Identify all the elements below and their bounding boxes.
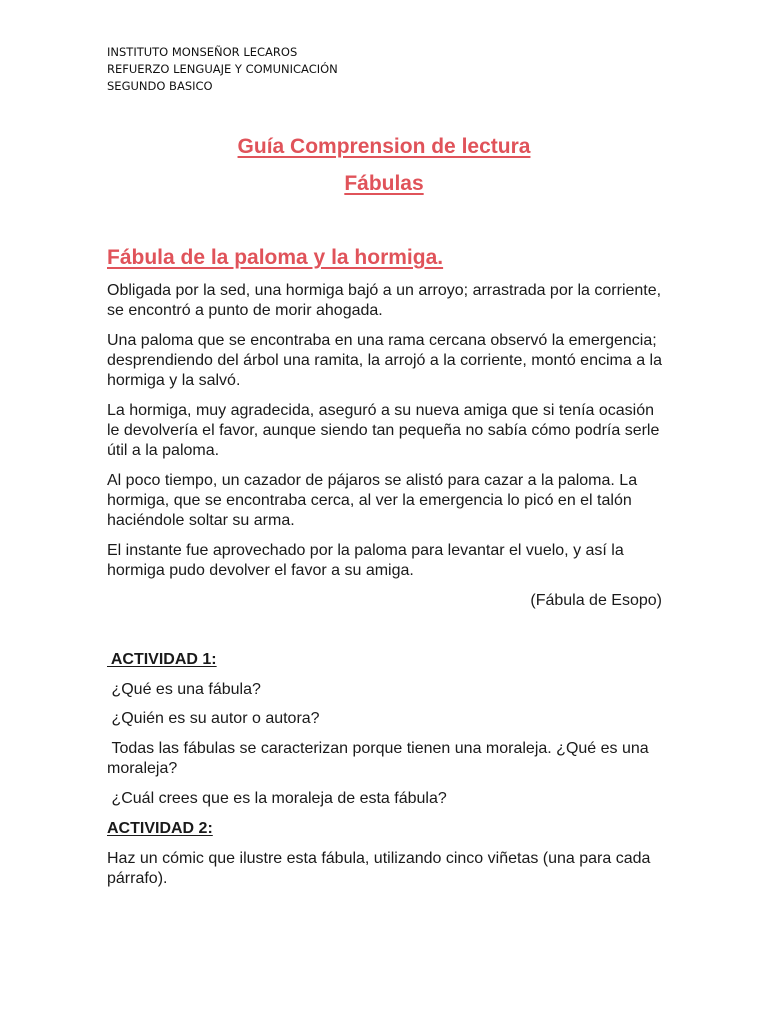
course-name: REFUERZO LENGUAJE Y COMUNICACIÓN [107, 62, 338, 76]
document-subtitle: Fábulas [344, 172, 424, 195]
school-header [107, 44, 338, 95]
activity-2-heading: ACTIVIDAD 2: [107, 820, 213, 837]
document-title: Guía Comprension de lectura [237, 135, 531, 158]
activity-1-question-4: ¿Cuál crees que es la moraleja de esta fábula? [107, 790, 447, 807]
school-name: INSTITUTO MONSEÑOR LECAROS [107, 45, 298, 59]
fable-paragraph-2: Una paloma que se encontraba en una rama cercana observó la emergencia; desprendiendo del árbol una ramita, la arrojó a la corriente, montó encima a la hormiga y la salvó. [107, 332, 662, 389]
fable-paragraph-1: Obligada por la sed, una hormiga bajó a un arroyo; arrastrada por la corriente, se encontró a punto de morir ahogada. [107, 282, 662, 319]
fable-paragraph-3: La hormiga, muy agradecida, aseguró a su nueva amiga que si tenía ocasión le devolvería el favor, aunque siendo tan pequeña no sabía cómo podría serle útil a la paloma. [107, 402, 660, 459]
fable-source: (Fábula de Esopo) [530, 592, 662, 609]
activity-1-heading: ACTIVIDAD 1: [107, 651, 217, 668]
activity-1-question-3: Todas las fábulas se caracterizan porque tienen una moraleja. ¿Qué es una moraleja? [107, 740, 654, 777]
activity-1-question-2: ¿Quién es su autor o autora? [107, 710, 320, 727]
activity-1-question-1: ¿Qué es una fábula? [107, 681, 261, 698]
activity-2-instruction: Haz un cómic que ilustre esta fábula, utilizando cinco viñetas (una para cada párrafo). [107, 850, 655, 887]
fable-paragraph-5: El instante fue aprovechado por la paloma para levantar el vuelo, y así la hormiga pudo devolver el favor a su amiga. [107, 542, 624, 579]
grade-level: SEGUNDO BASICO [107, 79, 213, 93]
fable-title: Fábula de la paloma y la hormiga. [107, 246, 444, 269]
fable-paragraph-4: Al poco tiempo, un cazador de pájaros se alistó para cazar a la paloma. La hormiga, que se encontraba cerca, al ver la emergencia lo picó en el talón haciéndole soltar su arma. [107, 472, 638, 529]
